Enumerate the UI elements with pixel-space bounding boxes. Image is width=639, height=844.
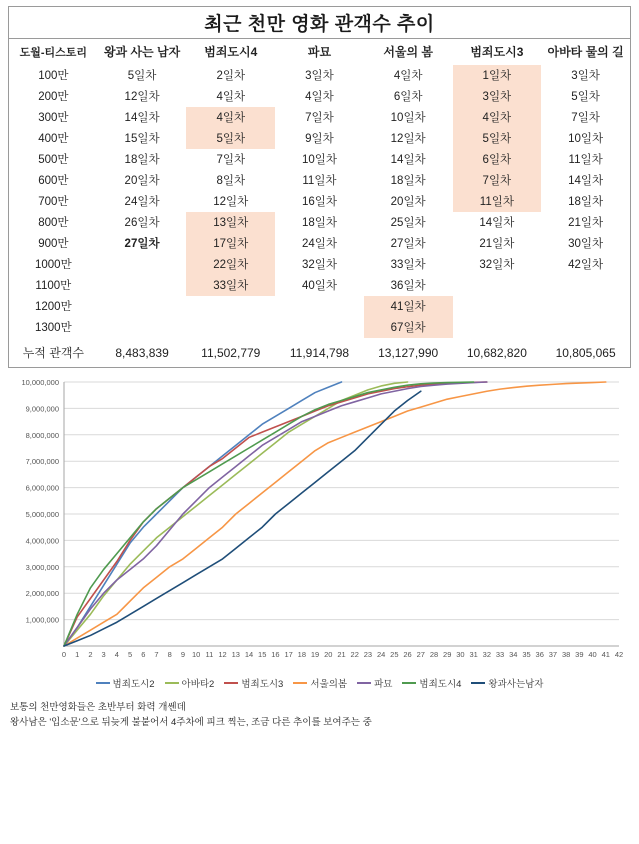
table-cell: 3일차 [305, 70, 334, 82]
table-row [9, 107, 630, 128]
table-cell: 6일차 [393, 91, 423, 103]
row-label: 1100만 [35, 280, 72, 292]
y-axis-tick-label: 1,000,000 [25, 615, 59, 625]
table-cell: 41일차 [364, 296, 453, 317]
table-cell: 67일차 [364, 317, 453, 338]
table-cell: 7일차 [305, 112, 334, 124]
y-axis-tick-label: 9,000,000 [25, 404, 59, 414]
y-axis-tick-label: 6,000,000 [25, 483, 59, 493]
legend-swatch [293, 682, 307, 684]
legend-item [224, 676, 283, 690]
page-title-bar [8, 6, 631, 38]
table-cell: 4일차 [393, 70, 423, 82]
table-corner-label: 도월-티스토리 [19, 46, 88, 59]
total-value-3: 13,127,990 [378, 345, 439, 360]
legend-item [357, 676, 392, 690]
x-axis-tick-label: 34 [509, 650, 518, 659]
x-axis-tick-label: 22 [350, 650, 359, 659]
y-axis-tick-label: 3,000,000 [25, 562, 59, 572]
table-row [9, 233, 630, 254]
x-axis-tick-label: 9 [180, 650, 186, 659]
x-axis-tick-label: 1 [75, 650, 80, 659]
table-cell: 26일차 [124, 217, 160, 229]
table-cell: 21일차 [568, 217, 604, 229]
x-axis-tick-label: 4 [114, 650, 119, 659]
table-cell: 5일차 [571, 91, 600, 103]
table-row [9, 149, 630, 170]
total-value-1: 11,502,779 [201, 345, 261, 360]
table-cell: 1일차 [453, 65, 542, 86]
footnotes [10, 700, 629, 730]
table-cell: 18일차 [568, 196, 604, 208]
table-cell [98, 254, 187, 275]
table-cell: 14일차 [568, 175, 604, 187]
table-cell: 7일차 [571, 112, 600, 124]
table-cell [186, 296, 275, 317]
x-axis-tick-label: 37 [548, 650, 558, 659]
table-cell: 17일차 [186, 233, 275, 254]
x-axis-tick-label: 26 [403, 650, 412, 659]
table-cell: 5일차 [127, 70, 157, 82]
legend-swatch [96, 682, 110, 684]
row-label: 1300만 [35, 322, 72, 334]
x-axis-tick-label: 20 [324, 650, 333, 659]
x-axis-tick-label: 16 [271, 650, 280, 659]
table-cell: 33일차 [186, 275, 275, 296]
table-cell: 9일차 [305, 133, 334, 145]
chart-legend [8, 676, 631, 690]
table-cell: 11일차 [568, 154, 603, 166]
legend-label: 파묘 [374, 679, 393, 690]
table-row [9, 296, 630, 317]
table-col-header-0: 왕과 사는 남자 [103, 45, 181, 59]
table-row [9, 275, 630, 296]
x-axis-tick-label: 14 [244, 650, 254, 659]
table-col-header-4: 범죄도시3 [470, 45, 524, 59]
table-cell: 36일차 [390, 280, 426, 292]
row-label: 900만 [38, 238, 69, 250]
table-cell: 11일차 [453, 191, 542, 212]
legend-label: 범죄도시2 [112, 679, 155, 690]
table-col-header-5: 아바타 물의 길 [547, 45, 624, 59]
x-axis-tick-label: 2 [88, 650, 93, 659]
row-label: 500만 [38, 154, 69, 166]
table-cell: 22일차 [186, 254, 275, 275]
table-row [9, 170, 630, 191]
page-title: 최근 천만 영화 관객수 추이 [204, 14, 435, 35]
table-row [9, 212, 630, 233]
movie-table-container [8, 38, 631, 368]
row-label: 200만 [38, 91, 69, 103]
table-row [9, 128, 630, 149]
table-cell: 11일차 [302, 175, 337, 187]
table-cell [453, 296, 542, 317]
x-axis-tick-label: 23 [363, 650, 373, 659]
table-row [9, 317, 630, 338]
total-value-0: 8,483,839 [115, 345, 169, 360]
table-cell: 25일차 [390, 217, 426, 229]
table-cell: 42일차 [568, 259, 604, 271]
x-axis-tick-label: 0 [61, 650, 67, 659]
x-axis-tick-label: 21 [337, 650, 346, 659]
line-chart [8, 374, 631, 674]
table-cell: 12일차 [124, 91, 160, 103]
series-line [64, 391, 421, 646]
x-axis-tick-label: 8 [167, 650, 172, 659]
total-value-2: 11,914,798 [289, 345, 350, 360]
y-axis-tick-label: 4,000,000 [25, 536, 59, 546]
x-axis-tick-label: 12 [218, 650, 227, 659]
total-value-5: 10,805,065 [555, 345, 616, 360]
table-col-header-3: 서울의 봄 [383, 45, 434, 59]
x-axis-tick-label: 41 [601, 650, 610, 659]
row-label: 700만 [38, 196, 69, 208]
y-axis-tick-label: 8,000,000 [25, 430, 59, 440]
table-cell: 27일차 [124, 238, 160, 250]
x-axis-tick-label: 27 [416, 650, 425, 659]
table-cell [453, 317, 542, 338]
table-foot [9, 338, 630, 365]
table-cell: 18일차 [390, 175, 426, 187]
total-label: 누적 관객수 [22, 346, 84, 360]
x-axis-tick-label: 39 [575, 650, 584, 659]
table-col-header-1: 범죄도시4 [204, 45, 258, 59]
legend-swatch [471, 682, 485, 684]
x-axis-tick-label: 17 [284, 650, 293, 659]
table-cell: 10일차 [301, 154, 337, 166]
legend-label: 왕과사는남자 [488, 679, 544, 690]
table-cell: 32일차 [301, 259, 337, 271]
table-cell: 13일차 [186, 212, 275, 233]
table-row [9, 65, 630, 86]
x-axis-tick-label: 40 [588, 650, 597, 659]
table-cell: 7일차 [216, 154, 246, 166]
table-cell: 6일차 [453, 149, 542, 170]
table-cell: 30일차 [568, 238, 604, 250]
table-cell: 12일차 [213, 196, 249, 208]
table-cell: 3일차 [453, 86, 542, 107]
table-cell: 8일차 [216, 175, 246, 187]
legend-item [402, 676, 461, 690]
legend-label: 아바타2 [181, 679, 215, 690]
table-cell: 10일차 [568, 133, 604, 145]
x-axis-tick-label: 13 [231, 650, 240, 659]
x-axis-tick-label: 31 [469, 650, 478, 659]
x-axis-tick-label: 18 [297, 650, 307, 659]
table-cell [98, 296, 187, 317]
x-axis-tick-label: 32 [482, 650, 492, 659]
x-axis-tick-label: 30 [456, 650, 465, 659]
x-axis-tick-label: 15 [258, 650, 267, 659]
row-label: 800만 [38, 217, 69, 229]
table-body [9, 65, 630, 338]
x-axis-tick-label: 3 [101, 650, 106, 659]
table-cell: 24일차 [124, 196, 160, 208]
legend-swatch [165, 682, 179, 684]
table-cell [541, 296, 630, 317]
table-head [9, 39, 630, 65]
x-axis-tick-label: 24 [376, 650, 386, 659]
table-cell: 14일차 [479, 217, 515, 229]
table-header-row [9, 39, 630, 65]
table-cell: 40일차 [301, 280, 337, 292]
legend-item [293, 676, 347, 690]
x-axis-tick-label: 29 [443, 650, 452, 659]
y-axis-tick-label: 10,000,000 [21, 378, 59, 387]
legend-item [471, 676, 543, 690]
table-cell: 14일차 [390, 154, 426, 166]
legend-swatch [357, 682, 371, 684]
x-axis-tick-label: 11 [205, 650, 214, 659]
movie-table [9, 39, 630, 365]
table-cell: 33일차 [390, 259, 426, 271]
table-cell: 16일차 [301, 196, 337, 208]
y-axis-tick-label: 5,000,000 [25, 510, 59, 519]
table-row [9, 86, 630, 107]
legend-label: 범죄도시4 [419, 679, 462, 690]
x-axis-tick-label: 19 [310, 650, 320, 659]
row-label: 100만 [38, 70, 69, 82]
x-axis-tick-label: 10 [191, 650, 201, 659]
table-cell [186, 317, 275, 338]
x-axis-tick-label: 5 [127, 650, 133, 659]
x-axis-tick-label: 6 [141, 650, 146, 659]
table-row [9, 254, 630, 275]
total-value-4: 10,682,820 [466, 345, 527, 360]
row-label: 1200만 [35, 301, 72, 313]
x-axis-tick-label: 36 [535, 650, 544, 659]
footnote-line-1: 보통의 천만영화들은 초반부터 화력 개쎈데 [10, 702, 186, 713]
x-axis-tick-label: 33 [495, 650, 505, 659]
table-cell [275, 296, 364, 317]
table-row [9, 191, 630, 212]
legend-label: 범죄도시3 [241, 679, 284, 690]
table-cell: 4일차 [216, 91, 246, 103]
row-label: 400만 [38, 133, 69, 145]
table-cell [453, 275, 542, 296]
footnote-line-2: 왕사남은 '입소문'으로 뒤늦게 불붙어서 4주차에 피크 찍는, 조금 다른 추이를 보여주는 중 [10, 717, 372, 729]
table-cell: 3일차 [571, 70, 600, 82]
table-cell: 32일차 [479, 259, 515, 271]
table-cell [275, 317, 364, 338]
chart-canvas [8, 374, 631, 674]
x-axis-tick-label: 25 [390, 650, 399, 659]
table-cell: 20일차 [390, 196, 426, 208]
table-cell: 10일차 [390, 112, 426, 124]
legend-item [165, 676, 215, 690]
table-cell [541, 275, 630, 296]
table-cell: 21일차 [479, 238, 515, 250]
table-cell: 15일차 [124, 133, 160, 145]
legend-label: 서울의봄 [310, 679, 348, 690]
table-cell: 20일차 [124, 175, 160, 187]
table-cell: 27일차 [390, 238, 426, 250]
row-label: 300만 [38, 112, 69, 124]
table-cell: 5일차 [453, 128, 542, 149]
table-cell [98, 275, 187, 296]
x-axis-tick-label: 42 [614, 650, 624, 659]
table-cell: 14일차 [124, 112, 160, 124]
legend-swatch [402, 682, 416, 684]
table-cell: 4일차 [186, 107, 275, 128]
table-cell: 4일차 [305, 91, 334, 103]
table-cell: 24일차 [301, 238, 337, 250]
table-cell: 12일차 [390, 133, 426, 145]
x-axis-tick-label: 28 [429, 650, 439, 659]
legend-swatch [224, 682, 238, 684]
row-label: 1000만 [35, 259, 72, 271]
x-axis-tick-label: 7 [154, 650, 159, 659]
y-axis-tick-label: 2,000,000 [25, 589, 59, 599]
table-cell: 7일차 [453, 170, 542, 191]
table-cell [98, 317, 187, 338]
legend-item [96, 676, 155, 690]
x-axis-tick-label: 38 [561, 650, 571, 659]
table-col-header-2: 파묘 [307, 45, 332, 59]
table-cell: 4일차 [453, 107, 542, 128]
table-cell: 5일차 [186, 128, 275, 149]
table-cell: 18일차 [301, 217, 337, 229]
table-cell: 2일차 [216, 70, 246, 82]
x-axis-tick-label: 35 [522, 650, 531, 659]
y-axis-tick-label: 7,000,000 [25, 457, 59, 467]
table-total-row [9, 338, 630, 365]
row-label: 600만 [38, 175, 69, 187]
table-cell: 18일차 [124, 154, 160, 166]
table-cell [541, 317, 630, 338]
